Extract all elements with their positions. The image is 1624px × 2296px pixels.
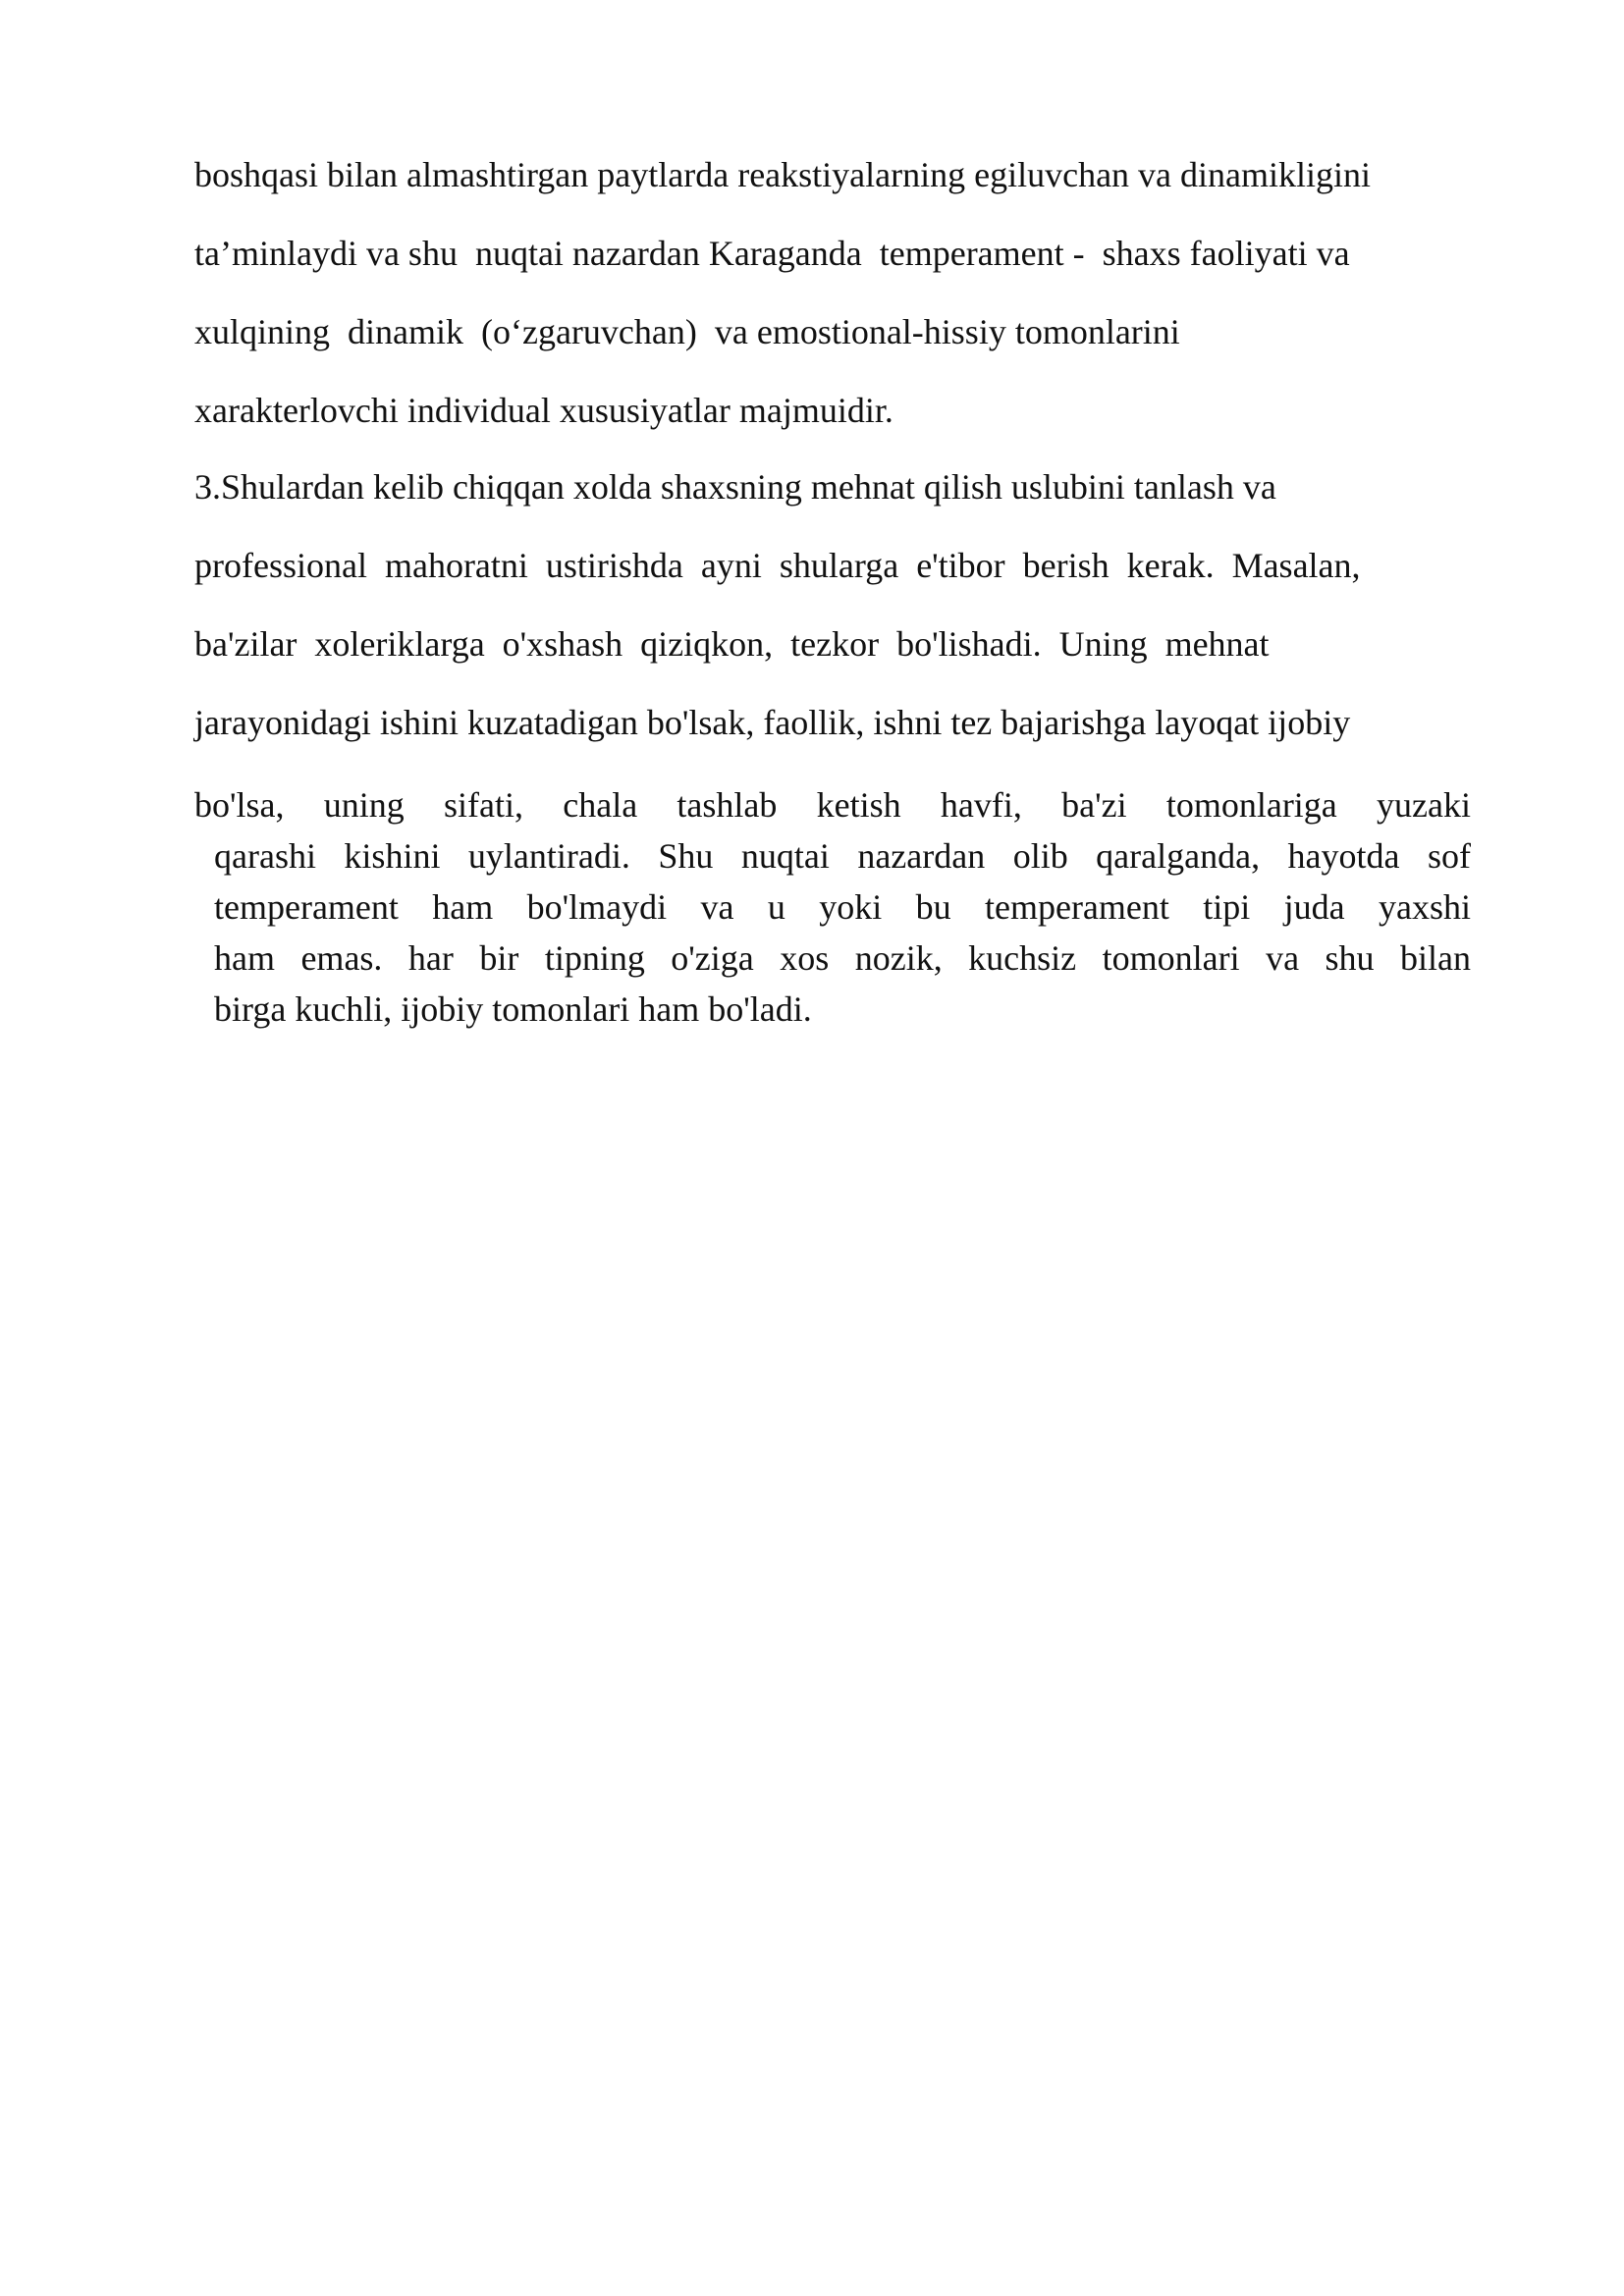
text-line-4: xarakterlovchi individual xususiyatlar majmuidir. bbox=[194, 391, 893, 430]
justified-line-3: temperament ham bo'lmaydi va u yoki bu temperament tipi juda yaxshi bbox=[214, 887, 1471, 927]
text-line-7: ba'zilar xoleriklarga o'xshash qiziqkon, tezkor bo'lishadi. Uning mehnat bbox=[194, 624, 1270, 664]
justified-line-5: birga kuchli, ijobiy tomonlari ham bo'ladi. bbox=[214, 989, 812, 1029]
paragraph-first-line bbox=[194, 779, 1471, 830]
text-line-8: jarayonidagi ishini kuzatadigan bo'lsak, faollik, ishni tez bajarishga layoqat ijobiy bbox=[194, 703, 1351, 742]
text-line-2: ta’minlaydi va shu nuqtai nazardan Karaganda temperament - shaxs faoliyati va bbox=[194, 234, 1350, 273]
justified-line-2: qarashi kishini uylantiradi. Shu nuqtai nazardan olib qaralganda, hayotda sof bbox=[214, 836, 1471, 876]
justified-line-1: bo'lsa, uning sifati, chala tashlab ketish havfi, ba'zi tomonlariga yuzaki bbox=[194, 785, 1471, 825]
text-line-1: boshqasi bilan almashtirgan paytlarda reakstiyalarning egiluvchan va dinamikligini bbox=[194, 155, 1372, 194]
paragraph-indented-block bbox=[214, 830, 1471, 1035]
text-line-3: xulqining dinamik (o‘zgaruvchan) va emostional-hissiy tomonlarini bbox=[194, 312, 1180, 351]
text-line-5: 3.Shulardan kelib chiqqan xolda shaxsning mehnat qilish uslubini tanlash va bbox=[194, 467, 1276, 507]
justified-line-4: ham emas. har bir tipning o'ziga xos nozik, kuchsiz tomonlari va shu bilan bbox=[214, 938, 1471, 978]
text-line-6: professional mahoratni ustirishda ayni shularga e'tibor berish kerak. Masalan, bbox=[194, 546, 1361, 585]
